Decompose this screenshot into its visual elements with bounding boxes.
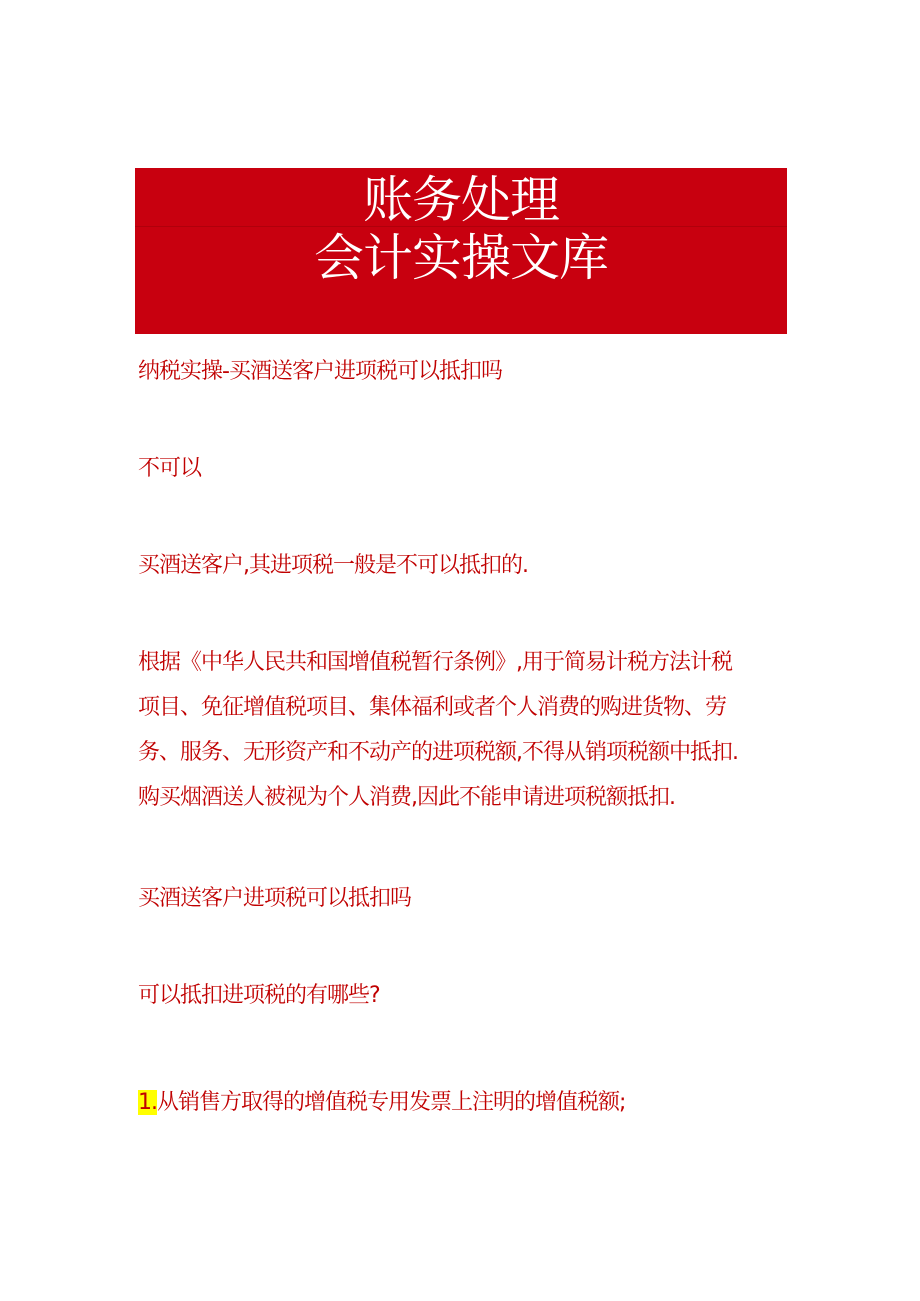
list-item-1-number: 1. xyxy=(138,1090,157,1115)
legal-basis-line-4: 购买烟酒送人被视为个人消费,因此不能申请进项税额抵扣. xyxy=(138,785,675,810)
legal-basis-line-1: 根据《中华人民共和国增值税暂行条例》,用于简易计税方法计税 xyxy=(138,650,732,675)
subheading: 买酒送客户进项税可以抵扣吗 xyxy=(138,886,412,911)
list-item-1 xyxy=(138,1081,625,1125)
banner-title-line2: 会计实操文库 xyxy=(314,229,608,287)
answer-text: 不可以 xyxy=(138,456,202,481)
legal-basis-paragraph xyxy=(138,640,798,820)
article-title: 纳税实操-买酒送客户进项税可以抵扣吗 xyxy=(138,359,502,384)
legal-basis-line-3: 务、服务、无形资产和不动产的进项税额,不得从销项税额中抵扣. xyxy=(138,740,738,765)
question-text: 可以抵扣进项税的有哪些? xyxy=(138,983,380,1008)
summary-text: 买酒送客户,其进项税一般是不可以抵扣的. xyxy=(138,553,528,578)
banner-title-line1: 账务处理 xyxy=(363,171,559,229)
header-banner xyxy=(135,168,787,334)
legal-basis-line-2: 项目、免征增值税项目、集体福利或者个人消费的购进货物、劳 xyxy=(138,695,727,720)
list-item-1-text: 从销售方取得的增值税专用发票上注明的增值税额; xyxy=(157,1090,626,1115)
